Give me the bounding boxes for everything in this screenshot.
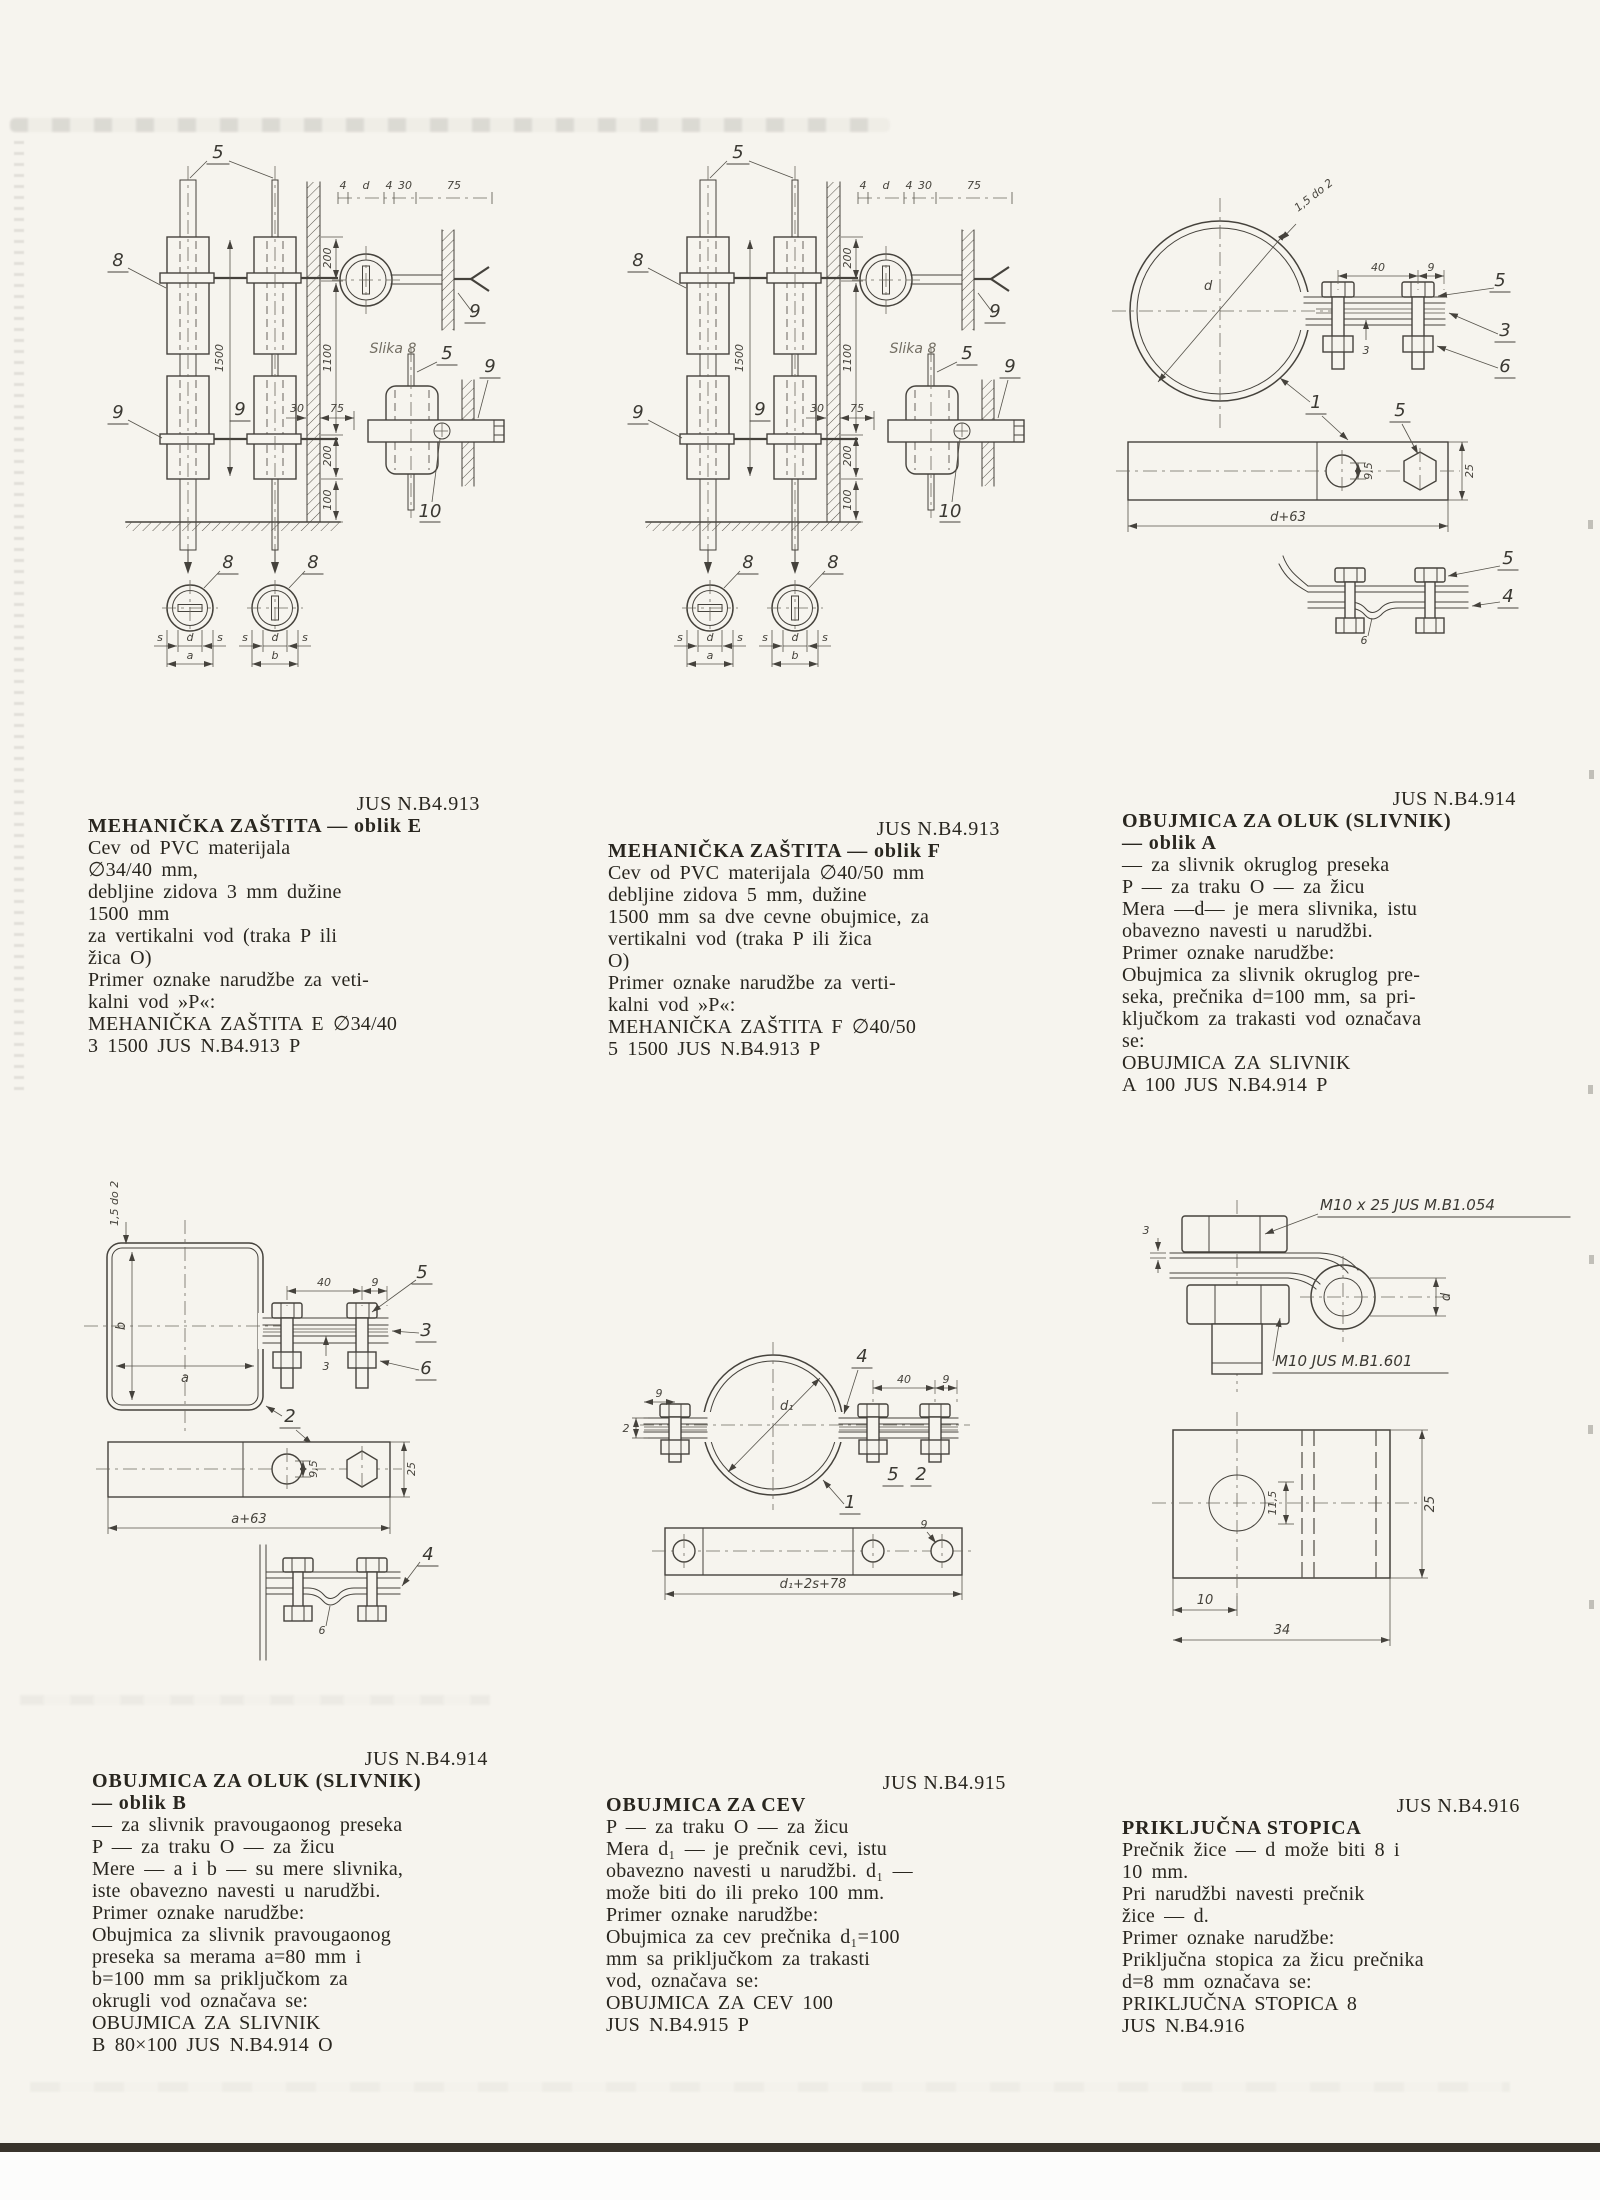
scan-bottom-edge <box>0 2143 1600 2152</box>
dim-label: 3 <box>1142 1224 1150 1237</box>
body-line: vod, označava se: <box>606 1970 760 1992</box>
callout-1: 1 <box>844 1492 856 1513</box>
body-line: Primer oznake narudžbe: <box>1122 1927 1335 1949</box>
callout-3: 3 <box>1499 320 1511 341</box>
block-title: OBUJMICA ZA CEV <box>606 1794 807 1816</box>
callout-1-group <box>1280 378 1348 440</box>
body-line: Mera d₁ — je prečnik cevi, istu <box>606 1838 887 1860</box>
callout-6: 6 <box>318 1624 326 1637</box>
dim-label-a: a <box>181 1371 189 1386</box>
body-line: P — za traku O — za žicu <box>1122 876 1365 898</box>
dim-label-b: b <box>114 1321 129 1331</box>
scan-edge-noise <box>14 140 24 1090</box>
bolt <box>920 1404 950 1462</box>
joint-detail <box>260 1544 438 1660</box>
callout-4: 4 <box>856 1346 868 1367</box>
dim-label-thickness: 1,5 do 2 <box>1291 176 1336 215</box>
block-title: MEHANIČKA ZAŠTITA — oblik F <box>608 840 941 862</box>
joint-detail <box>1279 548 1518 647</box>
figure-connection-foot <box>1130 1160 1580 1720</box>
callout-5: 5 <box>887 1464 899 1485</box>
body-line: 3 1500 JUS N.B4.913 P <box>88 1035 301 1057</box>
bolted-flange <box>1304 261 1515 378</box>
body-line: b=100 mm sa priključkom za <box>92 1968 348 1990</box>
callout-6: 6 <box>420 1358 432 1379</box>
dim-label: 10 <box>1196 1593 1214 1608</box>
text-block-b4914-b <box>92 1748 488 2056</box>
dim-label: 3 <box>322 1360 330 1373</box>
block-title-line2: — oblik B <box>92 1792 187 1814</box>
bolt <box>272 1303 302 1388</box>
dim-label: 11,5 <box>1266 1490 1279 1516</box>
body-line: MEHANIČKA ZAŠTITA E ∅34/40 <box>88 1013 398 1035</box>
figure-pipe-clamp <box>580 1320 1080 1700</box>
body-line: Mere — a i b — su mere slivnika, <box>92 1858 404 1880</box>
dim-label-length: a+63 <box>231 1512 267 1527</box>
jus-number: JUS N.B4.913 <box>356 793 480 815</box>
plate-plan-view <box>1152 1412 1438 1646</box>
body-line: Cev od PVC materijala <box>88 837 291 859</box>
body-line: OBUJMICA ZA CEV 100 <box>606 1992 834 2014</box>
callout-3: 3 <box>420 1320 432 1341</box>
callout-5: 5 <box>416 1262 428 1283</box>
bolt <box>357 1558 387 1621</box>
dim-label: 9,5 <box>307 1460 320 1478</box>
dim-label: 34 <box>1273 1623 1291 1638</box>
callout-2: 2 <box>915 1464 927 1485</box>
dim-label: 25 <box>405 1462 418 1476</box>
jus-number: JUS N.B4.914 <box>364 1748 488 1770</box>
dim-label: 9 <box>920 1518 928 1531</box>
text-block-b4913-e <box>88 793 480 1057</box>
body-line: Primer oznake narudžbe: <box>1122 942 1335 964</box>
scan-mark <box>1589 1600 1594 1609</box>
body-line: obavezno navesti u narudžbi. <box>1122 920 1373 942</box>
body-line: Primer oznake narudžbe: <box>606 1904 819 1926</box>
dim-label: 9,5 <box>1362 462 1375 480</box>
body-line: 5 1500 JUS N.B4.913 P <box>608 1038 821 1060</box>
body-line: obavezno navesti u narudžbi. d₁ — <box>606 1860 913 1882</box>
callout-6: 6 <box>1499 356 1511 377</box>
dim-label: 9 <box>942 1373 950 1386</box>
body-line: — za slivnik okruglog preseka <box>1122 854 1390 876</box>
body-line: P — za traku O — za žicu <box>606 1816 849 1838</box>
clamp-rect <box>84 1181 282 1432</box>
body-line: 1500 mm sa dve cevne obujmice, za <box>608 906 930 928</box>
body-line: Cev od PVC materijala ∅40/50 mm <box>608 862 925 884</box>
dim-label: 9 <box>371 1276 379 1289</box>
scan-mark <box>1589 770 1594 779</box>
body-line: d=8 mm označava se: <box>1122 1971 1312 1993</box>
body-line: za vertikalni vod (traka P ili <box>88 925 338 947</box>
bolt <box>1335 568 1365 633</box>
body-line: B 80×100 JUS N.B4.914 O <box>92 2034 333 2056</box>
block-title: PRIKLJUČNA STOPICA <box>1122 1817 1362 1839</box>
body-line: JUS N.B4.916 <box>1122 2015 1245 2037</box>
callout-5: 5 <box>1494 270 1506 291</box>
body-line: iste obavezno navesti u narudžbi. <box>92 1880 381 1902</box>
strap-plan-view <box>1116 400 1476 532</box>
dim-label: 25 <box>1423 1495 1438 1513</box>
dim-label: 40 <box>317 1276 331 1289</box>
dim-label: 9 <box>1427 261 1435 274</box>
callout-2-group <box>266 1406 312 1444</box>
body-line: debljine zidova 3 mm dužine <box>88 881 342 903</box>
bolt-spec-label: M10 x 25 JUS M.B1.054 <box>1320 1196 1495 1214</box>
body-line: PRIKLJUČNA STOPICA 8 <box>1122 1993 1358 2015</box>
dim-label: 40 <box>897 1373 911 1386</box>
dim-label: 3 <box>1362 344 1370 357</box>
text-block-b4915 <box>606 1772 1006 2036</box>
figure-mechanical-protection-f <box>610 118 1030 683</box>
clamp-ring <box>1112 176 1335 428</box>
callout-4: 4 <box>422 1544 434 1565</box>
body-line: debljine zidova 5 mm, dužine <box>608 884 867 906</box>
body-line: kalni vod »P«: <box>608 994 736 1016</box>
body-line: OBUJMICA ZA SLIVNIK <box>92 2012 321 2034</box>
body-line: Prečnik žice — d može biti 8 i <box>1122 1839 1400 1861</box>
block-title: OBUJMICA ZA OLUK (SLIVNIK) <box>1122 810 1452 832</box>
body-line: OBUJMICA ZA SLIVNIK <box>1122 1052 1351 1074</box>
body-line: Obujmica za slivnik pravougaonog <box>92 1924 391 1946</box>
right-bolted-flange <box>823 1346 958 1514</box>
body-line: žice — d. <box>1122 1905 1209 1927</box>
dim-label-thickness: 1,5 do 2 <box>108 1180 121 1226</box>
block-title: MEHANIČKA ZAŠTITA — oblik E <box>88 815 423 837</box>
body-line: mm sa priključkom za trakasti <box>606 1948 870 1970</box>
callout-5: 5 <box>1394 400 1406 421</box>
body-line: seka, prečnika d=100 mm, sa pri- <box>1122 986 1416 1008</box>
body-line: kalni vod »P«: <box>88 991 216 1013</box>
dim-label: 2 <box>622 1422 630 1435</box>
dim-label-length: d+63 <box>1270 510 1306 525</box>
scan-mark <box>1588 1085 1593 1094</box>
scan-smudge-band <box>30 2082 1510 2092</box>
body-line: se: <box>1122 1030 1145 1052</box>
scan-mark <box>1588 1425 1593 1434</box>
jus-number: JUS N.B4.916 <box>1396 1795 1520 1817</box>
dim-label-length: d₁+2s+78 <box>779 1577 847 1592</box>
bolt <box>858 1404 888 1462</box>
dim-label-d: d <box>1204 279 1213 294</box>
left-bolt-clamp <box>623 1387 708 1462</box>
block-title-line2: — oblik A <box>1122 832 1217 854</box>
body-line: preseka sa merama a=80 mm i <box>92 1946 362 1968</box>
bolted-flange <box>263 1262 436 1388</box>
body-line: Obujmica za slivnik okruglog pre- <box>1122 964 1421 986</box>
body-line: O) <box>608 950 630 972</box>
body-line: P — za traku O — za žicu <box>92 1836 335 1858</box>
bolt <box>283 1558 313 1621</box>
bolt-hook-assembly <box>1143 1196 1571 1392</box>
dim-label: 25 <box>1463 464 1476 478</box>
strap-plan-view <box>96 1442 418 1534</box>
callout-5: 5 <box>1502 548 1514 569</box>
dim-label: 40 <box>1371 261 1385 274</box>
figure-mechanical-protection-e <box>90 118 510 683</box>
body-line: Primer oznake narudžbe za veti- <box>88 969 369 991</box>
bolt <box>347 1303 377 1388</box>
nut-spec-label: M10 JUS M.B1.601 <box>1275 1352 1413 1370</box>
text-block-b4914-a <box>1122 788 1516 1096</box>
body-line: Primer oznake narudžbe: <box>92 1902 305 1924</box>
callout-4: 4 <box>1502 586 1514 607</box>
scan-mark <box>1588 520 1593 529</box>
body-line: može biti do ili preko 100 mm. <box>606 1882 885 1904</box>
scan-mark <box>1589 1255 1594 1264</box>
text-block-b4916 <box>1122 1795 1520 2037</box>
jus-number: JUS N.B4.915 <box>882 1772 1006 1794</box>
jus-number: JUS N.B4.914 <box>1392 788 1516 810</box>
body-line: vertikalni vod (traka P ili žica <box>608 928 872 950</box>
dim-label-d: d <box>1439 1292 1454 1302</box>
callout-6: 6 <box>1360 634 1368 647</box>
body-line: MEHANIČKA ZAŠTITA F ∅40/50 <box>608 1016 917 1038</box>
block-title: OBUJMICA ZA OLUK (SLIVNIK) <box>92 1770 422 1792</box>
body-line: 10 mm. <box>1122 1861 1189 1883</box>
jus-number: JUS N.B4.913 <box>876 818 1000 840</box>
body-line: ključkom za trakasti vod označava <box>1122 1008 1422 1030</box>
body-line: Obujmica za cev prečnika d₁=100 <box>606 1926 900 1948</box>
body-line: Pri narudžbi navesti prečnik <box>1122 1883 1365 1905</box>
body-line: ∅34/40 mm, <box>88 859 199 881</box>
body-line: JUS N.B4.915 P <box>606 2014 750 2036</box>
text-block-b4913-f <box>608 818 1038 1060</box>
dim-label: 9 <box>655 1387 663 1400</box>
scan-below-page <box>0 2152 1600 2200</box>
body-line: žica O) <box>88 947 152 969</box>
body-line: okrugli vod označava se: <box>92 1990 309 2012</box>
callout-1: 1 <box>1310 392 1322 413</box>
bolt <box>1415 568 1445 633</box>
body-line: Priključna stopica za žicu prečnika <box>1122 1949 1424 1971</box>
body-line: 1500 mm <box>88 903 170 925</box>
body-line: Primer oznake narudžbe za verti- <box>608 972 896 994</box>
strap-plan-view <box>652 1518 975 1600</box>
figure-round-gutter-clamp <box>1100 140 1570 650</box>
dim-label-d1: d₁ <box>780 1399 794 1414</box>
figure-rect-gutter-clamp <box>70 1160 530 1720</box>
body-line: A 100 JUS N.B4.914 P <box>1122 1074 1328 1096</box>
body-line: Mera —d— je mera slivnika, istu <box>1122 898 1418 920</box>
callout-2: 2 <box>284 1406 296 1427</box>
body-line: — za slivnik pravougaonog preseka <box>92 1814 403 1836</box>
